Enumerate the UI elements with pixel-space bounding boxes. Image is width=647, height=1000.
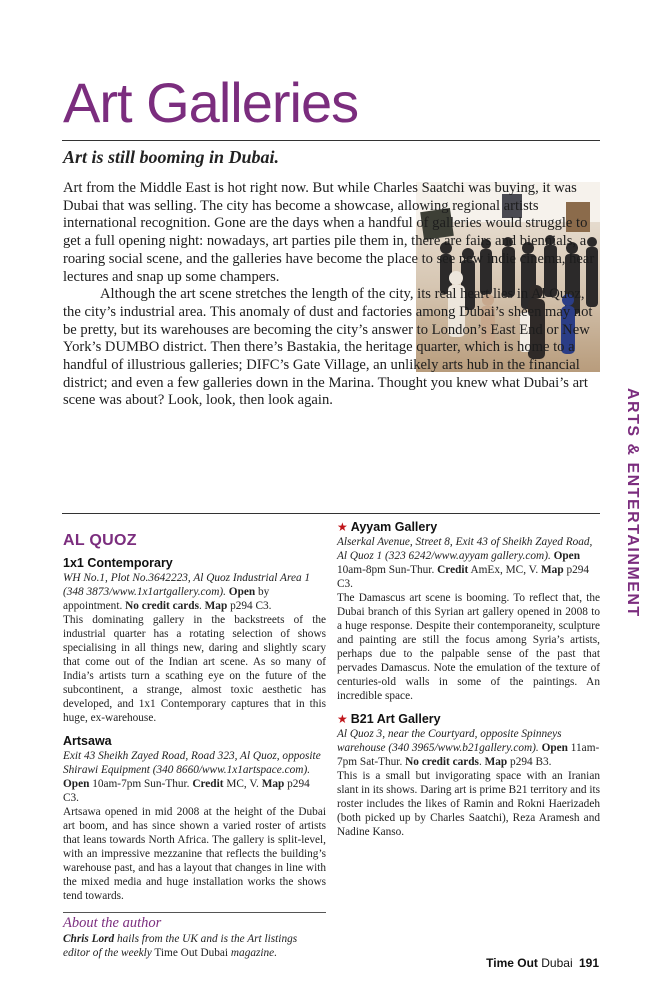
venue-info xyxy=(63,749,326,805)
venue-name: 1x1 Contemporary xyxy=(63,556,173,570)
author-bio-text: hails from the UK and is the Art listings editor of the weekly xyxy=(63,933,298,959)
author-bio xyxy=(63,932,326,960)
open-label: Open xyxy=(553,550,580,562)
footer-brand: Time Out xyxy=(486,956,538,970)
venue-description: The Damascus art scene is booming. To reflect that, the Dubai branch of this Syrian art gallery opened in 2008 to a huge response. Despite their contemporaneity, sculpture and painting are still the focus among Syria’s artists, perhaps due to the palpable sense of the past that pervades Damascus. Note the emulation of the texture of centuries-old walls in some of the paintings. An incredible space. xyxy=(337,592,600,702)
page-subtitle: Art is still booming in Dubai. xyxy=(63,147,280,167)
venue-description: Artsawa opened in mid 2008 at the height of the Dubai art boom, and has since shown a varied roster of artists that leans towards North Africa. The gallery is split-level, with an impressive mezzanine that reflects the building’s warehouse past, and has a layout that changes in line with the mixed media and huge installation works the shows tend towards. xyxy=(63,806,326,902)
map-reference: p294 C3. xyxy=(230,600,272,612)
intro-paragraph: Art from the Middle East is hot right now. But while Charles Saatchi was buying, it was Dubai that was selling. The city has become a showcase, allowing regional artists international recognition. Gone are the days when a handful of galleries would struggle to get a full opening night: nowadays, art parties pile them in, there are fairs and biennials, a roaring social scene, and the galleries have become the place to see new indie cinema, hear lectures and snap up some champers. xyxy=(63,180,595,285)
opening-hours: 11am-7pm Sat-Thur. xyxy=(337,742,600,768)
page-footer xyxy=(486,956,599,970)
venue-description: This is a small but invigorating space with an Iranian slant in its shows. Daring art is prime B21 territory and its roster includes the likes of Ramin and Rokni Haerizadeh (both picked up by Charles Saatchi), Reza Aramesh and Nadine Kanso. xyxy=(337,770,600,838)
open-label: Open xyxy=(63,778,90,790)
credit-label: Credit xyxy=(192,778,224,790)
footer-city: Dubai xyxy=(541,956,573,970)
venue-info: WH No.1, Plot No.3642223, Al Quoz Industrial Area 1 (348 3873/www.1x1artgallery.com). Open by appointment. No credit cards. Map p294 C3. xyxy=(63,572,311,612)
section-side-label xyxy=(611,388,641,620)
author-box xyxy=(63,912,326,960)
intro-divider xyxy=(62,513,600,514)
venue-entry xyxy=(63,734,326,903)
credit-info: No credit cards xyxy=(405,756,479,768)
venue-name-text: B21 Art Gallery xyxy=(350,712,441,726)
title-divider xyxy=(62,140,600,141)
venue-address: WH No.1, Plot No.3642223, Al Quoz Industrial Area 1 (348 3873/www.1x1artgallery.com). xyxy=(63,572,311,598)
opening-hours: 10am-7pm Sun-Thur. xyxy=(92,778,190,790)
venue-name: Artsawa xyxy=(63,734,112,748)
venue-address: Alserkal Avenue, Street 8, Exit 43 of Sheikh Zayed Road, Al Quoz 1 (323 6242/www.ayyam gallery.com). xyxy=(337,536,593,562)
map-reference: p294 B3. xyxy=(510,756,552,768)
page-number: 191 xyxy=(578,956,599,970)
venue-info xyxy=(337,535,600,591)
venue-entry xyxy=(63,556,326,725)
map-label: Map xyxy=(204,600,228,612)
listings-column-right xyxy=(337,520,600,848)
credit-info: No credit cards xyxy=(125,600,199,612)
author-heading: About the author xyxy=(63,915,162,931)
star-icon: ★ xyxy=(337,520,348,534)
venue-entry xyxy=(337,712,600,839)
author-bio-text-end: magazine. xyxy=(230,947,278,959)
map-label: Map xyxy=(541,564,564,576)
map-label: Map xyxy=(261,778,285,790)
area-heading: AL QUOZ xyxy=(63,532,137,549)
opening-hours: 10am-8pm Sun-Thur. xyxy=(337,564,435,576)
map-label: Map xyxy=(484,756,508,768)
venue-name xyxy=(337,520,600,535)
intro-text xyxy=(63,180,601,410)
map-reference: p294 C3. xyxy=(63,778,310,804)
open-label: Open xyxy=(228,586,256,598)
listings-column-left xyxy=(63,520,326,960)
venue-name xyxy=(337,712,600,727)
venue-name-text: Ayyam Gallery xyxy=(350,520,438,534)
map-reference: p294 C3. xyxy=(337,564,590,590)
venue-address: Al Quoz 3, near the Courtyard, opposite Spinneys warehouse (340 3965/www.b21gallery.com). xyxy=(337,728,562,754)
venue-description: This dominating gallery in the backstreets of the industrial quarter has a rotating selection of shows specialising in all things new, daring and slightly scary that come out of the Indian art scene. As so many of India’s artists turn a scathing eye on the future of the subcontinent, a strange, almost toxic aesthetic has developed, and 1x1 Contemporary captures that in this huge, ex-warehouse. xyxy=(63,614,326,724)
section-side-label-text: ARTS & ENTERTAINMENT xyxy=(624,388,641,618)
page-title: Art Galleries xyxy=(63,71,359,134)
author-name: Chris Lord xyxy=(63,933,115,945)
open-label: Open xyxy=(541,742,568,754)
credit-info: MC, V. xyxy=(226,778,259,790)
magazine-name: Time Out Dubai xyxy=(154,947,229,959)
opening-hours: by appointment. xyxy=(63,586,270,612)
credit-label: Credit xyxy=(437,564,469,576)
star-icon: ★ xyxy=(337,712,348,726)
venue-info: Al Quoz 3, near the Courtyard, opposite Spinneys warehouse (340 3965/www.b21gallery.com). Open 11am-7pm Sat-Thur. No credit cards. Map p294 B3. xyxy=(337,728,600,768)
intro-paragraph: Although the art scene stretches the length of the city, its real heart lies in Al Quoz, the city’s industrial area. This anomaly of dust and factories among Dubai’s sheen may not be pretty, but its warehouses are becoming the city’s answer to London’s East End or New York’s DUMBO district. Then there’s Bastakia, the heritage quarter, which is home to a handful of illustrious galleries; DIFC’s Gate Village, an unlikely arts hub in the financial district; and even a few galleries down in the Marina. Thought you knew what Dubai’s art scene was about? Look, look, then look again. xyxy=(63,286,593,409)
venue-address: Exit 43 Sheikh Zayed Road, Road 323, Al Quoz, opposite Shirawi Equipment (340 8660/www.1x1artspace.com). xyxy=(63,750,321,776)
venue-entry xyxy=(337,520,600,703)
credit-info: AmEx, MC, V. xyxy=(470,564,539,576)
